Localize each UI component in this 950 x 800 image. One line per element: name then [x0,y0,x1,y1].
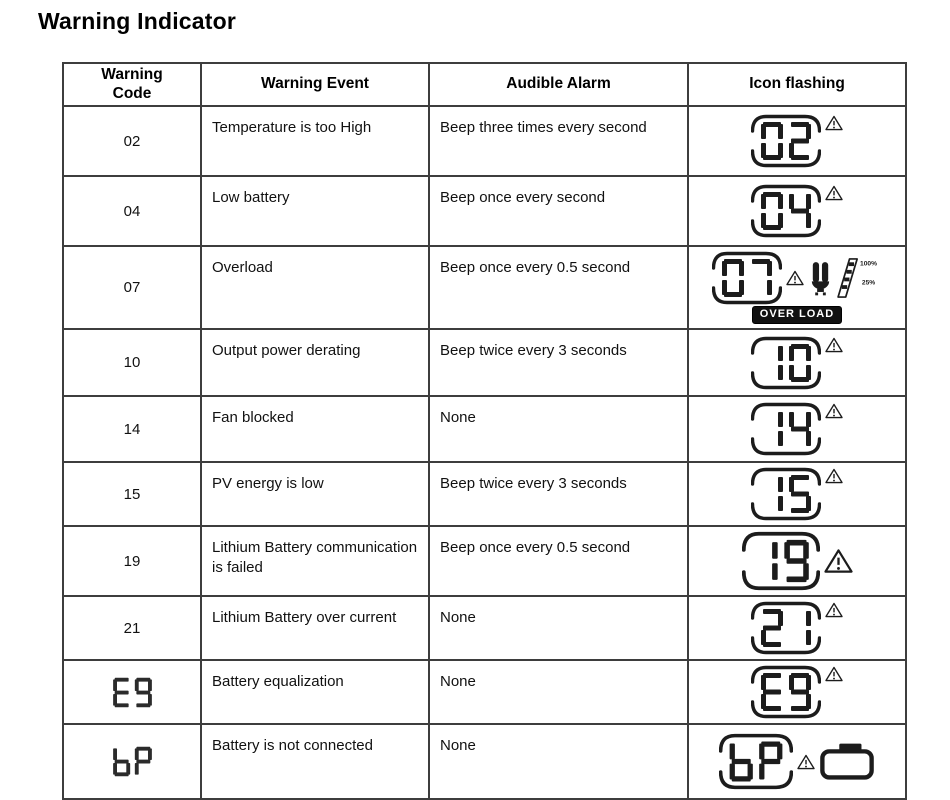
warning-code-cell: 15 [63,462,201,526]
warning-code-cell: 07 [63,246,201,329]
warning-code-cell: 19 [63,526,201,596]
seven-segment-code [112,746,153,777]
warning-code-cell [63,660,201,724]
lcd-icon [691,733,903,790]
icon-flashing-cell [688,596,906,660]
icon-flashing-cell [688,396,906,462]
warning-triangle-icon [825,468,843,484]
table-row [63,724,906,799]
lcd-icon [691,114,903,168]
table-row [63,596,906,660]
seven-segment-display [712,251,782,305]
seven-segment-display [751,665,821,719]
load-gauge-icon [837,258,883,298]
warning-code-cell: 10 [63,329,201,396]
seven-segment-display [751,467,821,521]
audible-alarm-cell: None [429,724,688,799]
audible-alarm-cell: Beep twice every 3 seconds [429,462,688,526]
gauge-label-top: 100% [859,260,877,268]
warning-triangle-icon [797,754,815,770]
gauge-label-bottom: 25% [861,279,875,287]
warning-code-cell: 14 [63,396,201,462]
warning-triangle-icon [825,666,843,682]
lcd-icon [691,665,903,719]
warning-event-cell: Temperature is too High [201,106,429,176]
icon-flashing-cell [688,329,906,396]
bulb-icon [808,261,833,296]
icon-flashing-cell [688,724,906,799]
warning-event-cell: Fan blocked [201,396,429,462]
overload-badge: OVER LOAD [752,306,842,324]
warning-event-cell: PV energy is low [201,462,429,526]
battery-icon [819,742,875,781]
table-row [63,396,906,462]
col-header-warning-code: Warning Code [63,63,201,106]
table-row [63,329,906,396]
warning-triangle-icon [824,548,853,574]
seven-segment-display [751,601,821,655]
warning-code-cell: 21 [63,596,201,660]
header-row [63,63,906,106]
audible-alarm-cell: None [429,596,688,660]
table-row [63,660,906,724]
audible-alarm-cell: Beep twice every 3 seconds [429,329,688,396]
warning-event-cell: Output power derating [201,329,429,396]
audible-alarm-cell: None [429,660,688,724]
col-header-audible-alarm: Audible Alarm [429,63,688,106]
warning-event-cell: Battery is not connected [201,724,429,799]
seven-segment-display [751,402,821,456]
seven-segment-code [112,677,153,708]
audible-alarm-cell: Beep three times every second [429,106,688,176]
warning-event-cell: Battery equalization [201,660,429,724]
lcd-icon [691,402,903,456]
lcd-icon [691,531,903,591]
seven-segment-display [719,733,793,790]
lcd-icon [691,251,903,324]
icon-flashing-cell [688,106,906,176]
audible-alarm-cell: Beep once every 0.5 second [429,246,688,329]
lcd-icon [691,336,903,390]
seven-segment-display [751,336,821,390]
lcd-icon [691,184,903,238]
icon-flashing-cell [688,462,906,526]
warning-triangle-icon [825,185,843,201]
col-header-warning-event: Warning Event [201,63,429,106]
audible-alarm-cell: Beep once every second [429,176,688,246]
lcd-icon [691,467,903,521]
warning-event-cell: Lithium Battery over current [201,596,429,660]
warning-event-cell: Low battery [201,176,429,246]
lcd-icon [691,601,903,655]
warning-triangle-icon [825,602,843,618]
warning-triangle-icon [825,337,843,353]
warning-triangle-icon [825,115,843,131]
table-row [63,106,906,176]
icon-flashing-cell [688,526,906,596]
seven-segment-display [742,531,820,591]
table-row [63,462,906,526]
table-row [63,176,906,246]
seven-segment-display [751,114,821,168]
warning-event-cell: Lithium Battery communication is failed [201,526,429,596]
table-row [63,526,906,596]
warning-code-cell: 02 [63,106,201,176]
page-title: Warning Indicator [38,8,237,34]
warning-event-cell: Overload [201,246,429,329]
warning-triangle-icon [825,403,843,419]
seven-segment-display [751,184,821,238]
table-row [63,246,906,329]
col-header-icon-flashing: Icon flashing [688,63,906,106]
icon-flashing-cell [688,660,906,724]
icon-flashing-cell [688,246,906,329]
warning-triangle-icon [786,270,804,286]
audible-alarm-cell: Beep once every 0.5 second [429,526,688,596]
icon-flashing-cell [688,176,906,246]
warning-code-cell [63,724,201,799]
warning-indicator-table [62,62,907,800]
warning-code-cell: 04 [63,176,201,246]
audible-alarm-cell: None [429,396,688,462]
